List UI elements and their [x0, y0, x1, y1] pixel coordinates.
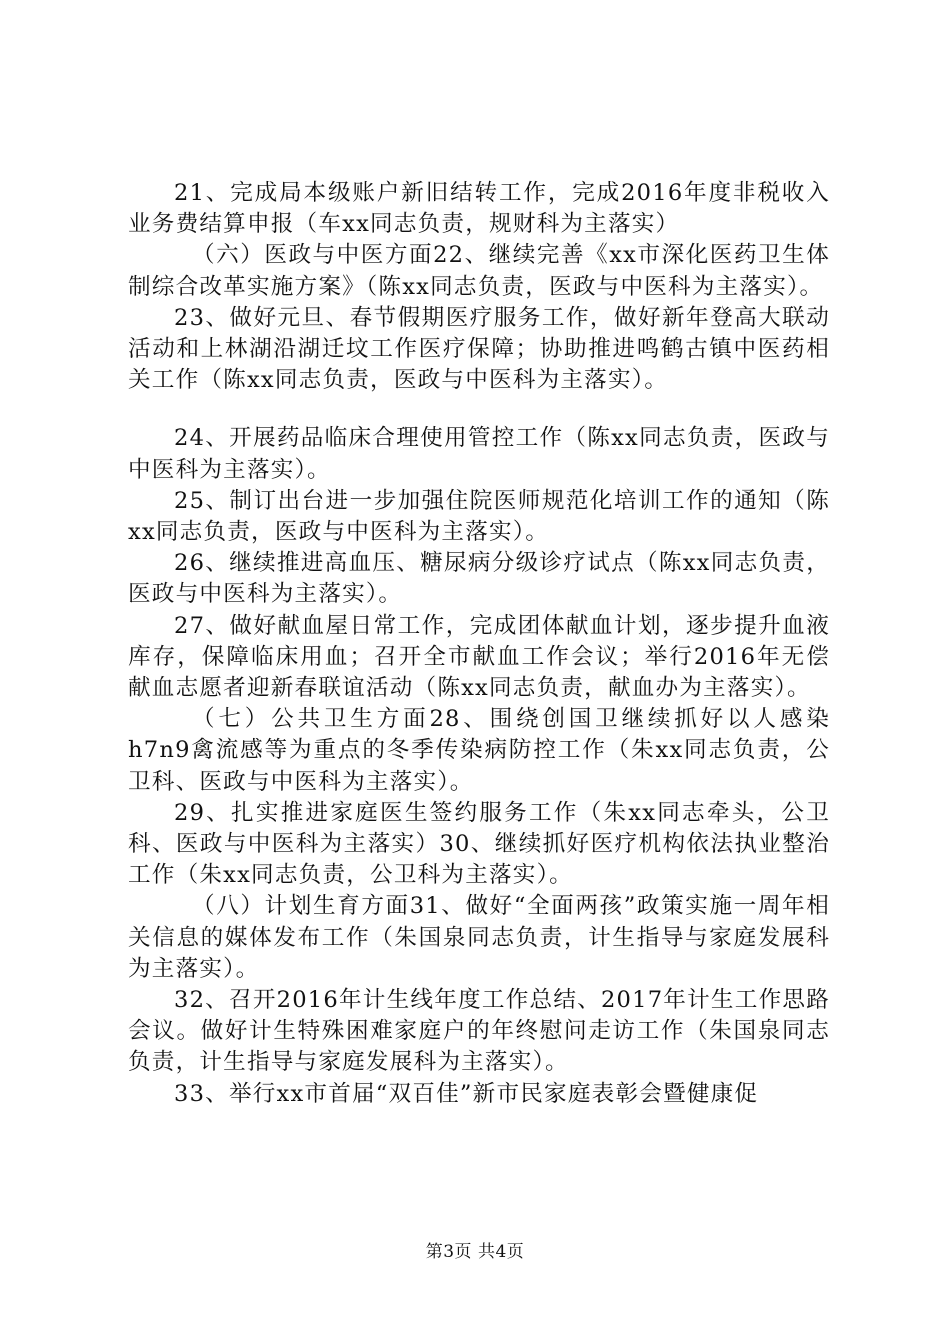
paragraph-27: 27、做好献血屋日常工作，完成团体献血计划，逐步提升血液库存，保障临床用血；召开全市献血工作会议；举行2016年无偿献血志愿者迎新春联谊活动（陈xx同志负责，献血办为主落实）。: [128, 612, 830, 702]
paragraph-32: 32、召开2016年计生线年度工作总结、2017年计生工作思路会议。做好计生特殊困难家庭户的年终慰问走访工作（朱国泉同志负责，计生指导与家庭发展科为主落实）。: [128, 987, 830, 1076]
section-7-paragraph-28: （七）公共卫生方面28、围绕创国卫继续抓好以人感染h7n9禽流感等为重点的冬季传染病防控工作（朱xx同志负责，公卫科、医政与中医科为主落实）。: [128, 706, 830, 795]
paragraph-21: 21、完成局本级账户新旧结转工作，完成2016年度非税收入业务费结算申报（车xx同志负责，规财科为主落实）: [128, 180, 830, 238]
paragraph-25: 25、制订出台进一步加强住院医师规范化培训工作的通知（陈xx同志负责，医政与中医科为主落实）。: [128, 487, 830, 546]
paragraph-26: 26、继续推进高血压、糖尿病分级诊疗试点（陈xx同志负责，医政与中医科为主落实）。: [128, 550, 830, 608]
paragraph-24: 24、开展药品临床合理使用管控工作（陈xx同志负责，医政与中医科为主落实）。: [128, 425, 830, 483]
page-number-footer: 第3页 共4页: [425, 1242, 525, 1262]
section-8-paragraph-31: （八）计划生育方面31、做好“全面两孩”政策实施一周年相关信息的媒体发布工作（朱国泉同志负责，计生指导与家庭发展科为主落实）。: [128, 893, 830, 982]
section-6-paragraph-22: （六）医政与中医方面22、继续完善《xx市深化医药卫生体制综合改革实施方案》（陈xx同志负责，医政与中医科为主落实）。: [128, 242, 830, 300]
paragraph-29-30: 29、扎实推进家庭医生签约服务工作（朱xx同志牵头，公卫科、医政与中医科为主落实）30、继续抓好医疗机构依法执业整治工作（朱xx同志负责，公卫科为主落实）。: [128, 799, 830, 889]
paragraph-23: 23、做好元旦、春节假期医疗服务工作，做好新年登高大联动活动和上林湖沿湖迁坟工作医疗保障；协助推进鸣鹤古镇中医药相关工作（陈xx同志负责，医政与中医科为主落实）。: [128, 304, 830, 394]
document-body: [128, 178, 830, 1110]
paragraph-33: 33、举行xx市首届“双百佳”新市民家庭表彰会暨健康促: [174, 1080, 759, 1107]
